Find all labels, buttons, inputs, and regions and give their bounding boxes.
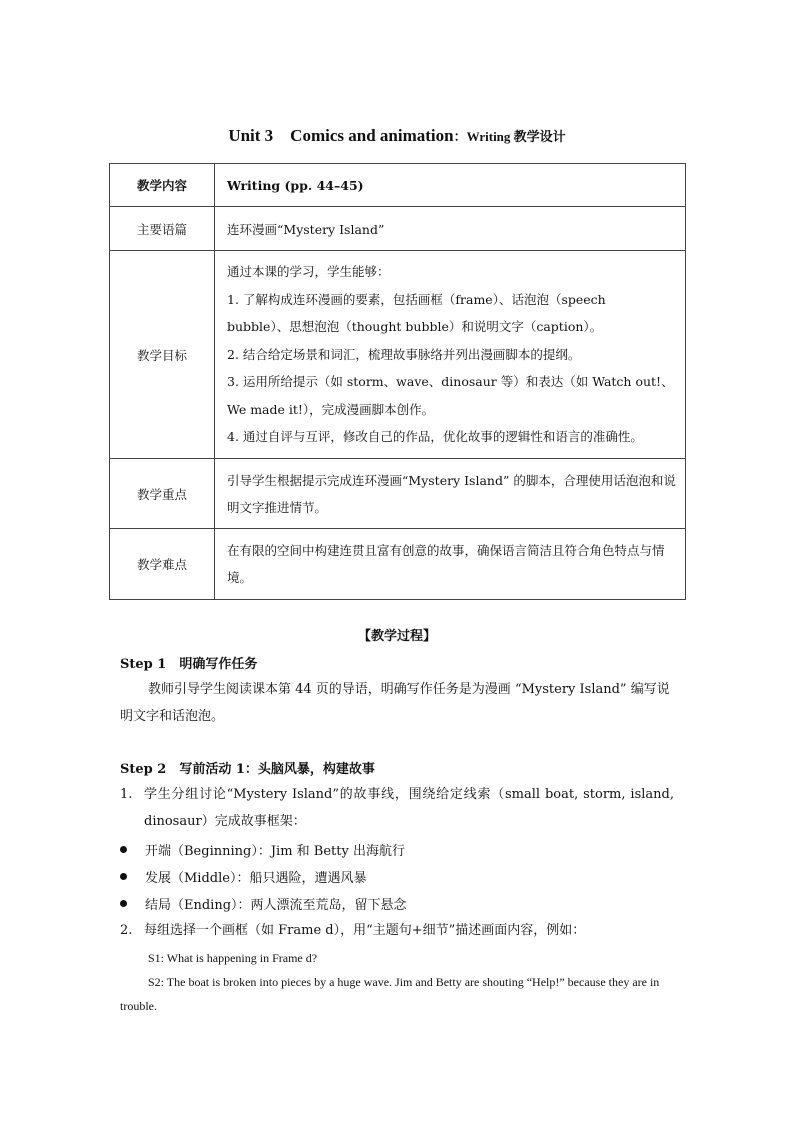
table-row (110, 207, 686, 251)
item-number: 1. (120, 787, 133, 802)
step2-title: Step 2 写前活动 1：头脑风暴，构建故事 (120, 762, 375, 777)
row-label: 教学目标 (110, 251, 215, 459)
table-row (110, 251, 686, 459)
objective-line: 2. 结合给定场景和词汇，梳理故事脉络并列出漫画脚本的提纲。 (227, 346, 581, 362)
row-label: 教学难点 (110, 529, 215, 600)
objective-line: We made it!），完成漫画脚本创作。 (227, 401, 435, 417)
item-text: 学生分组讨论“Mystery Island”的故事线，围绕给定线索（small boat, storm, island, dinosaur）完成故事框架： (144, 787, 674, 829)
row-content: 连环漫画“Mystery Island” (215, 207, 686, 251)
bullet-item (120, 840, 405, 859)
table-row (110, 459, 686, 529)
objectives-cell (215, 251, 686, 459)
row-label: 教学内容 (110, 164, 215, 207)
bullet-item (120, 867, 366, 886)
item-number: 2. (120, 923, 133, 938)
list-item (120, 917, 674, 944)
page-title (0, 121, 794, 146)
row-content: 在有限的空间中构建连贯且富有创意的故事，确保语言简洁且符合角色特点与情境。 (215, 529, 686, 600)
bullet-icon (120, 900, 127, 907)
item-text: 每组选择一个画框（如 Frame d），用“主题句+细节”描述画面内容，例如： (144, 923, 586, 938)
list-item (120, 781, 674, 835)
row-content: 引导学生根据提示完成连环漫画“Mystery Island” 的脚本，合理使用话泡泡和说明文字推进情节。 (215, 459, 686, 529)
objective-line: 1. 了解构成连环漫画的要素，包括画框（frame）、话泡泡（speech (227, 291, 606, 307)
table-row (110, 529, 686, 600)
bullet-icon (120, 873, 127, 880)
objective-line: 3. 运用所给提示（如 storm、wave、dinosaur 等）和表达（如 Watch out!、 (227, 374, 674, 390)
step1-text: 教师引导学生阅读课本第 44 页的导语，明确写作任务是为漫画 “Mystery Island” 编写说明文字和话泡泡。 (120, 682, 670, 724)
dialog-line-s1: S1: What is happening in Frame d? (148, 951, 318, 965)
dialog-line-s2: S2: The boat is broken into pieces by a huge wave. Jim and Betty are shouting “Help!” because they are in trouble. (120, 975, 660, 1013)
bullet-item (120, 894, 407, 913)
objective-line: bubble）、思想泡泡（thought bubble）和说明文字（caption）。 (227, 319, 603, 335)
row-label: 主要语篇 (110, 207, 215, 251)
row-label: 教学重点 (110, 459, 215, 529)
objective-line: 4. 通过自评与互评，修改自己的作品，优化故事的逻辑性和语言的准确性。 (227, 429, 643, 445)
objective-line: 通过本课的学习，学生能够： (227, 264, 390, 280)
row-content: Writing (pp. 44–45) (215, 164, 686, 207)
title-sub: ：Writing 教学设计 (453, 129, 566, 144)
table-row (110, 164, 686, 207)
bullet-text: 结局（Ending）：两人漂流至荒岛，留下悬念 (145, 898, 407, 913)
title-main: Unit 3 Comics and animation (228, 126, 454, 145)
process-heading: 【教学过程】 (357, 629, 436, 644)
lesson-plan-table (109, 163, 686, 600)
bullet-text: 发展（Middle）：船只遇险，遭遇风暴 (145, 871, 367, 886)
bullet-text: 开端（Beginning）：Jim 和 Betty 出海航行 (145, 844, 405, 859)
bullet-icon (120, 846, 127, 853)
step1-title: Step 1 明确写作任务 (120, 657, 258, 672)
